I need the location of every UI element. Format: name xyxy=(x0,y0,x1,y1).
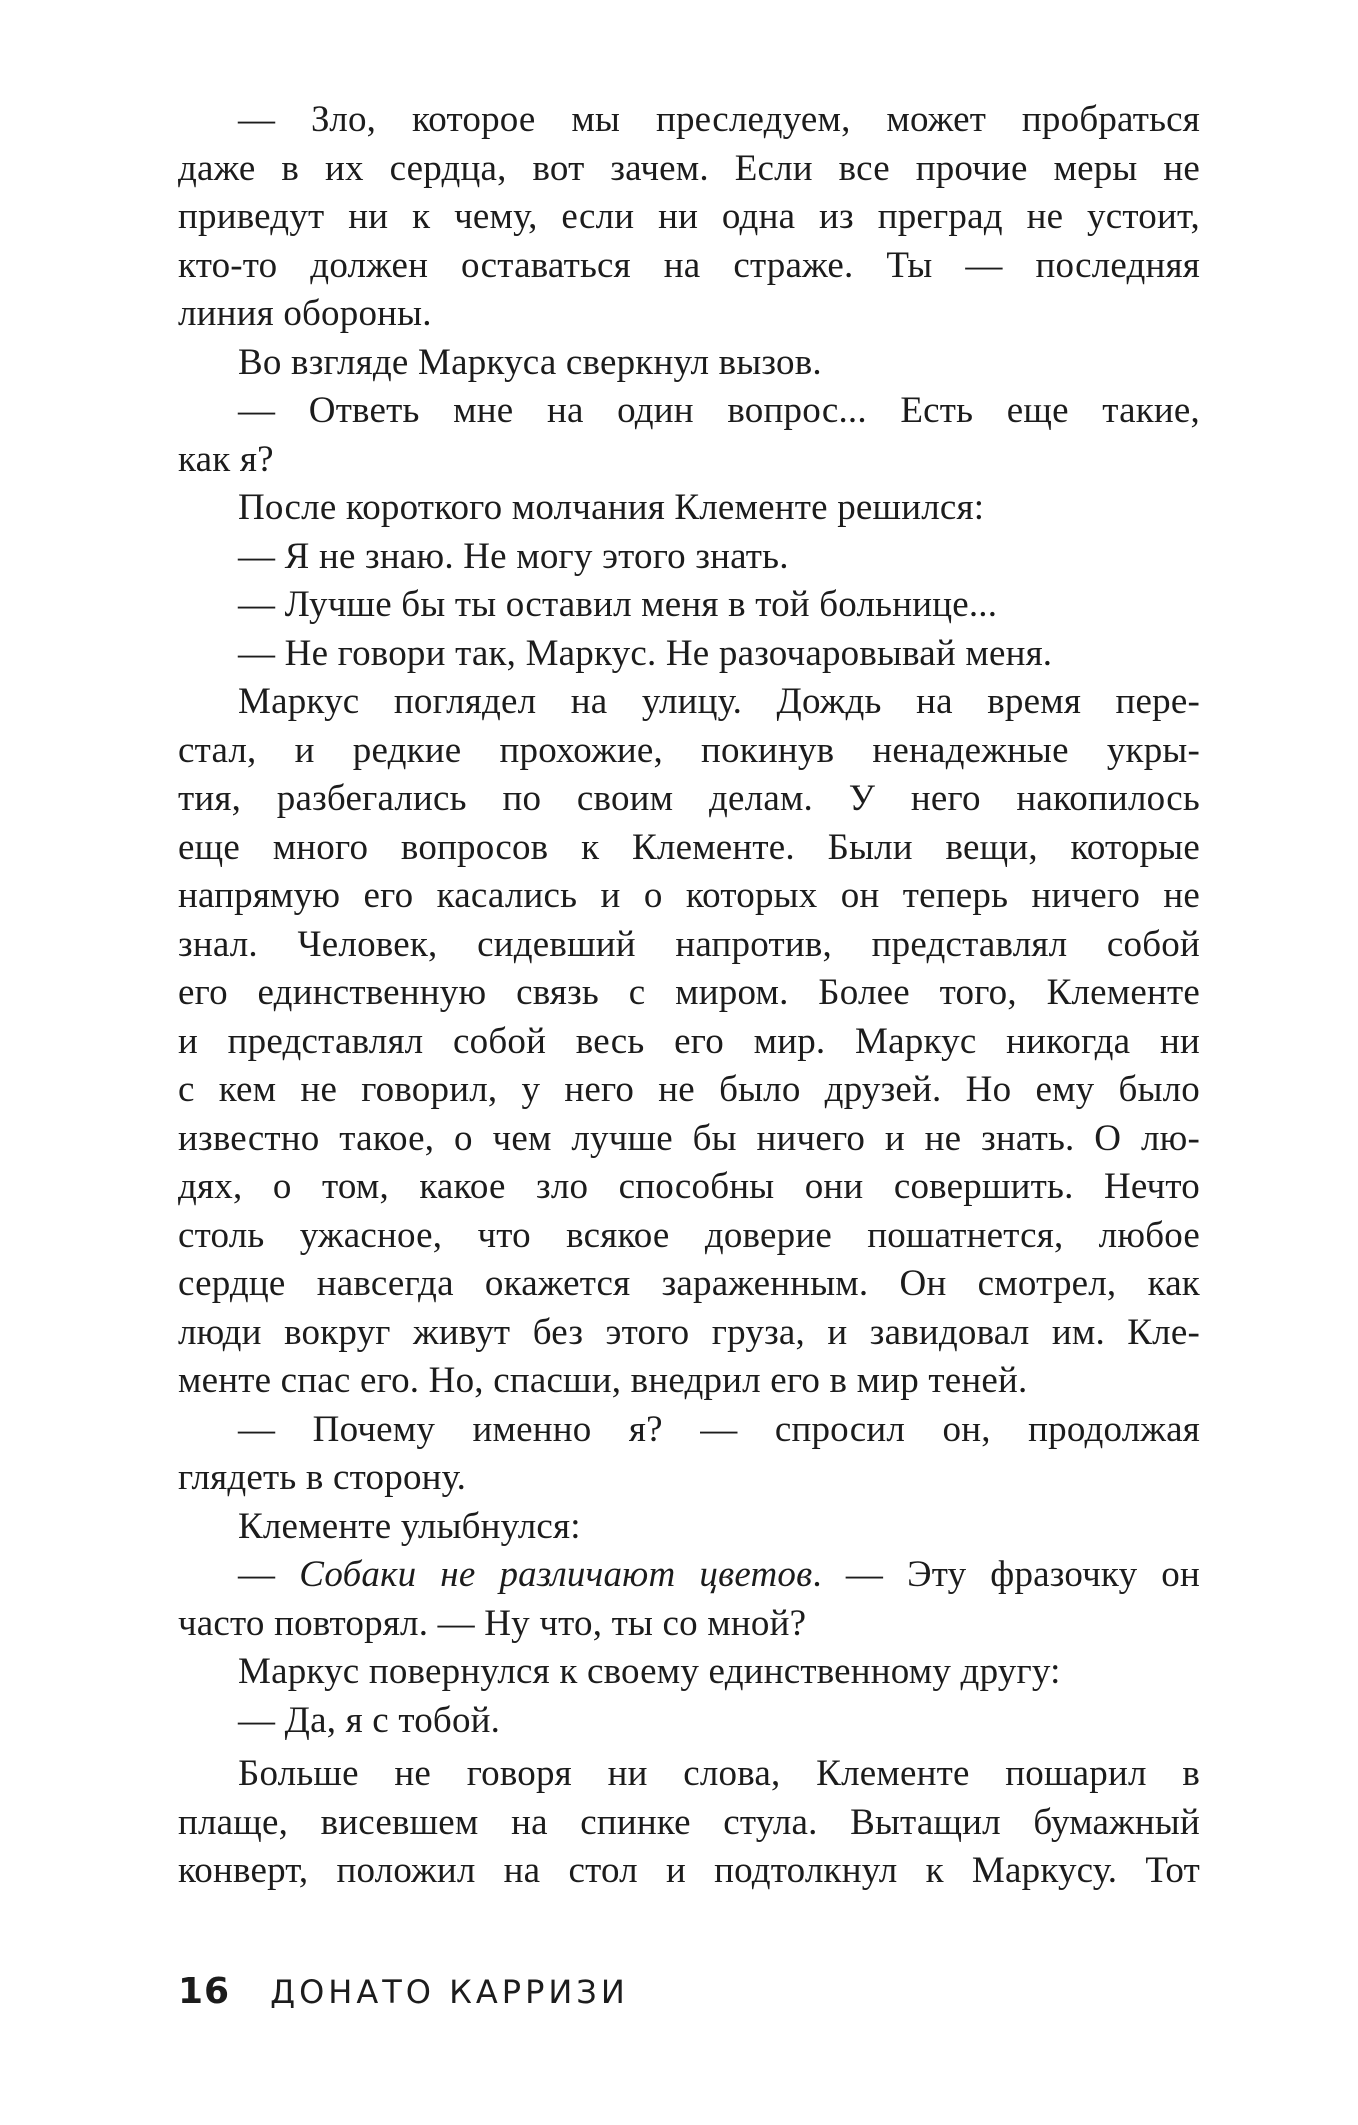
page-footer xyxy=(178,1971,629,2015)
text-line: Маркус поглядел на улицу. Дождь на время пере- xyxy=(238,681,1200,722)
text-line: — Почему именно я? — спросил он, продолжая xyxy=(238,1408,1200,1450)
text-line: люди вокруг живут без этого груза, и завидовал им. Кле- xyxy=(178,1311,1200,1353)
text-line: дях, о том, какое зло способны они совершить. Нечто xyxy=(178,1166,1200,1207)
paragraph xyxy=(178,1648,1200,1697)
text-line: Маркус повернулся к своему единственному другу: xyxy=(238,1651,1061,1692)
paragraph xyxy=(178,1750,1200,1896)
paragraph xyxy=(178,1406,1200,1503)
text-line: Во взгляде Маркуса сверкнул вызов. xyxy=(238,341,822,383)
text-line: — Ответь мне на один вопрос... Есть еще такие, xyxy=(238,390,1200,431)
paragraph xyxy=(178,484,1200,533)
body-text xyxy=(178,96,1200,1896)
text-line: конверт, положил на стол и подтолкнул к Маркусу. Тот xyxy=(178,1850,1200,1891)
running-head-author: ДОНАТО КАРРИЗИ xyxy=(270,1973,629,2011)
italic-phrase: Собаки не различают цветов xyxy=(299,1554,813,1595)
paragraph xyxy=(178,533,1200,582)
text-line: менте спас его. Но, спасши, внедрил его в мир теней. xyxy=(178,1360,1028,1401)
text-line: — Да, я с тобой. xyxy=(238,1699,501,1741)
text-line: — Лучше бы ты оставил меня в той больнице... xyxy=(238,584,998,625)
text-line: его единственную связь с миром. Более того, Клементе xyxy=(178,972,1200,1013)
text-line: Клементе улыбнулся: xyxy=(238,1505,581,1547)
text-line: знал. Человек, сидевший напротив, представлял собой xyxy=(178,923,1200,965)
paragraph xyxy=(178,678,1200,1406)
text-line: После короткого молчания Клементе решился: xyxy=(238,487,985,528)
text-line: плаще, висевшем на спинке стула. Вытащил бумажный xyxy=(178,1801,1200,1843)
text-line: кто-то должен оставаться на страже. Ты — последняя xyxy=(178,244,1200,286)
text-line: сердце навсегда окажется зараженным. Он смотрел, как xyxy=(178,1263,1200,1304)
text-line: с кем не говорил, у него не было друзей. Но ему было xyxy=(178,1069,1200,1110)
dialogue-continuation: . — Эту фразочку он xyxy=(812,1554,1200,1595)
text-line: — Зло, которое мы преследуем, может пробраться xyxy=(238,99,1200,140)
paragraph xyxy=(178,339,1200,388)
text-line: часто повторял. — Ну что, ты со мной? xyxy=(178,1602,807,1644)
text-line xyxy=(178,1551,1200,1600)
paragraph xyxy=(178,1551,1200,1648)
text-line: известно такое, о чем лучше бы ничего и не знать. О лю- xyxy=(178,1117,1200,1159)
dialogue-dash: — xyxy=(238,1554,300,1595)
paragraph xyxy=(178,96,1200,339)
paragraph xyxy=(178,581,1200,630)
text-line: и представлял собой весь его мир. Маркус никогда ни xyxy=(178,1020,1200,1062)
paragraph xyxy=(178,1503,1200,1552)
text-line: стал, и редкие прохожие, покинув ненадежные укры- xyxy=(178,729,1200,771)
page-number: 16 xyxy=(178,1971,231,2012)
text-line: еще много вопросов к Клементе. Были вещи, которые xyxy=(178,826,1200,868)
text-line: столь ужасное, что всякое доверие пошатнется, любое xyxy=(178,1214,1200,1256)
text-line: линия обороны. xyxy=(178,293,432,334)
text-line: как я? xyxy=(178,438,274,480)
text-line: — Я не знаю. Не могу этого знать. xyxy=(238,535,789,577)
text-line: — Не говори так, Маркус. Не разочаровывай меня. xyxy=(238,632,1053,674)
paragraph xyxy=(178,630,1200,679)
paragraph xyxy=(178,387,1200,484)
text-line: глядеть в сторону. xyxy=(178,1457,467,1498)
text-line: напрямую его касались и о которых он теперь ничего не xyxy=(178,875,1200,916)
text-line: приведут ни к чему, если ни одна из преград не устоит, xyxy=(178,196,1200,237)
text-line: даже в их сердца, вот зачем. Если все прочие меры не xyxy=(178,147,1200,189)
text-line: Больше не говоря ни слова, Клементе пошарил в xyxy=(238,1753,1200,1794)
paragraph xyxy=(178,1697,1200,1746)
text-line: тия, разбегались по своим делам. У него накопилось xyxy=(178,778,1200,819)
